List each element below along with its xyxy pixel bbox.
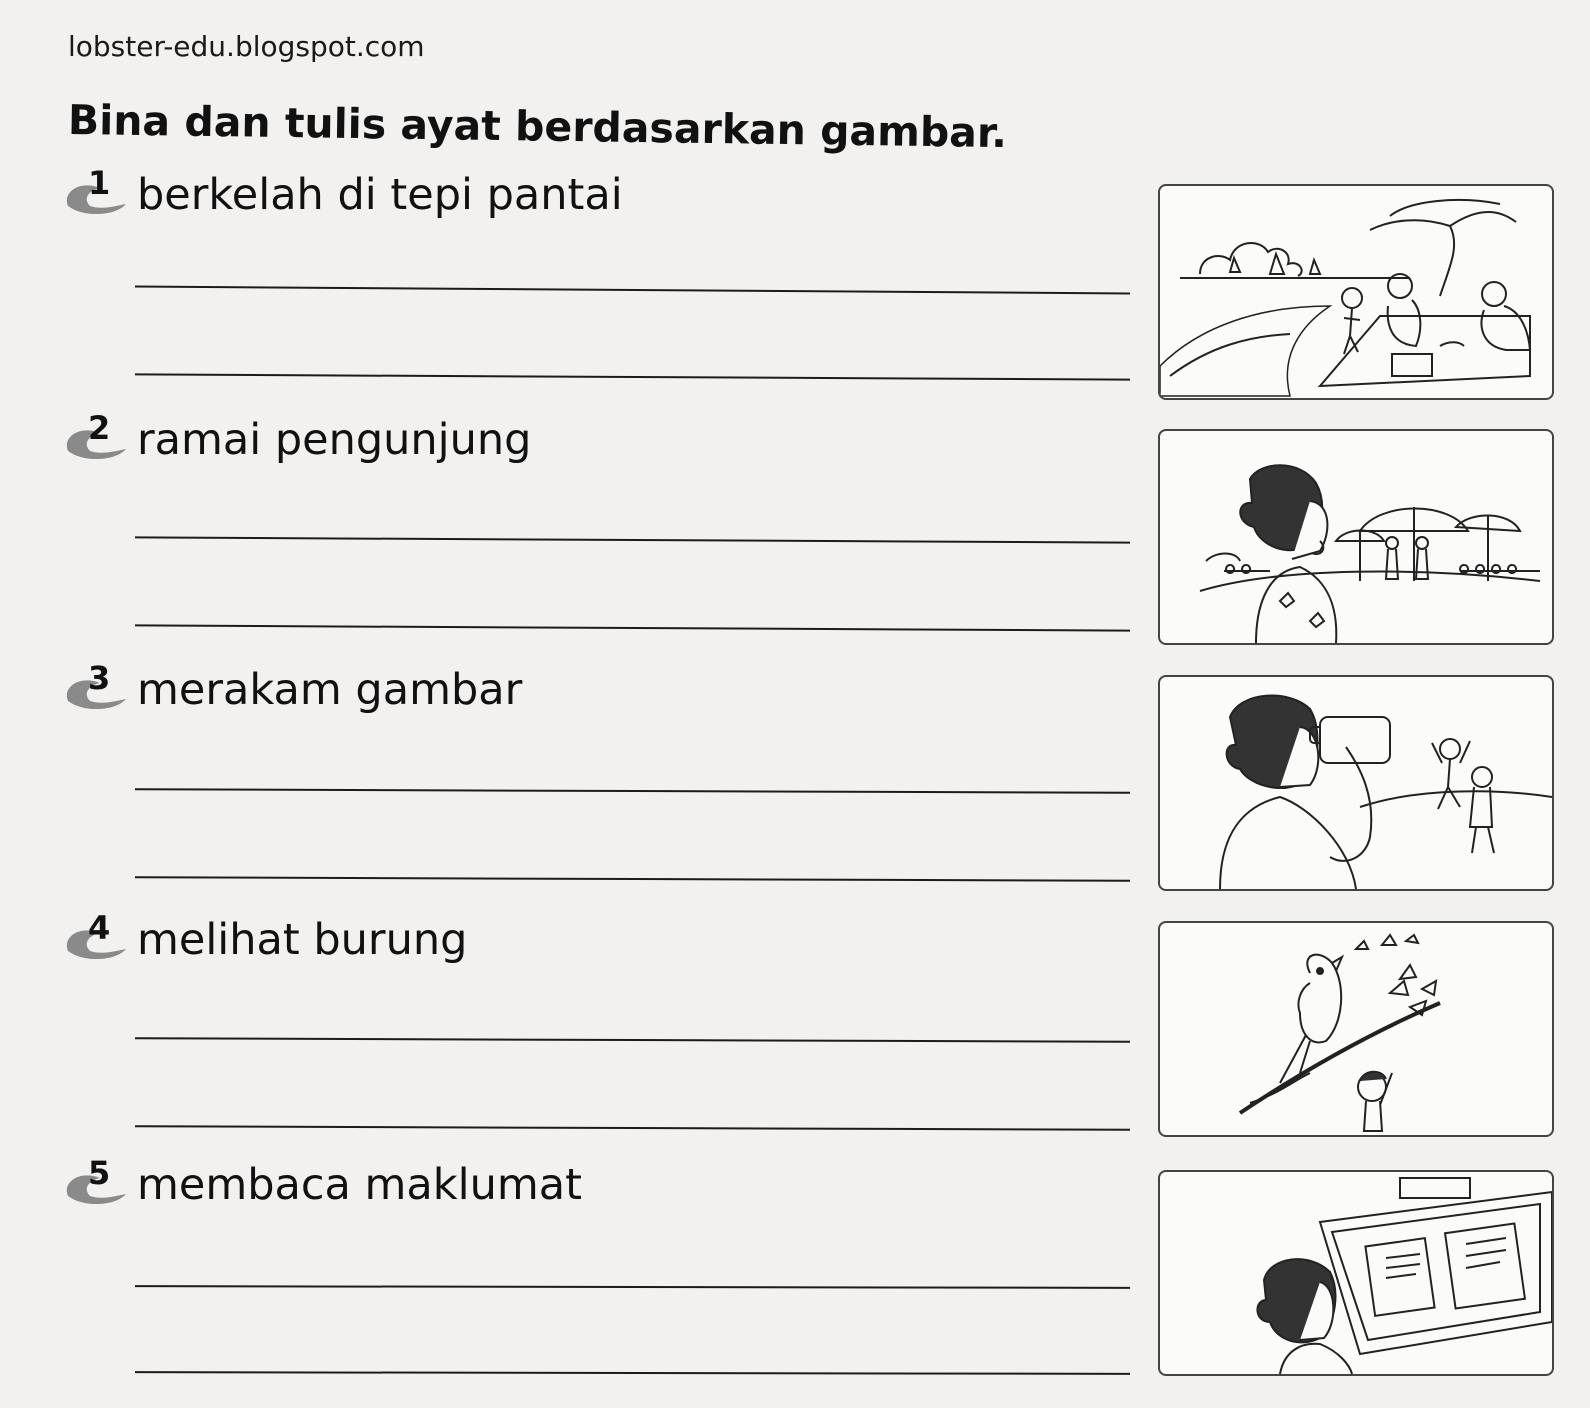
exercise-item-4 [0,909,1590,1153]
exercise-item-1 [0,164,1590,408]
prompt-phrase: membaca maklumat [137,1160,582,1210]
number-bullet [60,409,130,465]
number-bullet [60,909,130,965]
bird-watching-illustration [1158,921,1554,1137]
answer-line-1[interactable] [135,788,1130,793]
reading-notice-board-illustration [1158,1170,1554,1376]
answer-line-2[interactable] [135,1125,1130,1130]
answer-line-2[interactable] [135,1371,1130,1375]
number-bullet [60,1154,130,1210]
beach-picnic-illustration [1158,184,1554,400]
answer-line-1[interactable] [135,286,1130,295]
answer-line-1[interactable] [135,1037,1130,1042]
prompt-phrase: merakam gambar [137,665,523,715]
exercise-item-2 [0,409,1590,653]
prompt-phrase: melihat burung [137,915,468,965]
item-number: 2 [88,409,111,447]
answer-line-2[interactable] [135,876,1130,881]
item-number: 3 [88,659,111,697]
instruction-heading: Bina dan tulis ayat berdasarkan gambar. [67,96,1008,158]
answer-line-2[interactable] [135,373,1130,380]
item-number: 1 [88,164,111,202]
number-bullet [60,659,130,715]
exercise-item-5 [0,1154,1590,1398]
answer-line-1[interactable] [135,1285,1130,1289]
number-bullet [60,164,130,220]
exercise-item-3 [0,659,1590,903]
taking-photo-illustration [1158,675,1554,891]
prompt-phrase: berkelah di tepi pantai [137,170,623,220]
watermark-text: lobster-edu.blogspot.com [68,30,425,63]
item-number: 4 [88,909,111,947]
answer-line-1[interactable] [135,536,1130,543]
answer-line-2[interactable] [135,624,1130,631]
prompt-phrase: ramai pengunjung [137,415,532,465]
crowded-beach-illustration [1158,429,1554,645]
item-number: 5 [88,1154,111,1192]
